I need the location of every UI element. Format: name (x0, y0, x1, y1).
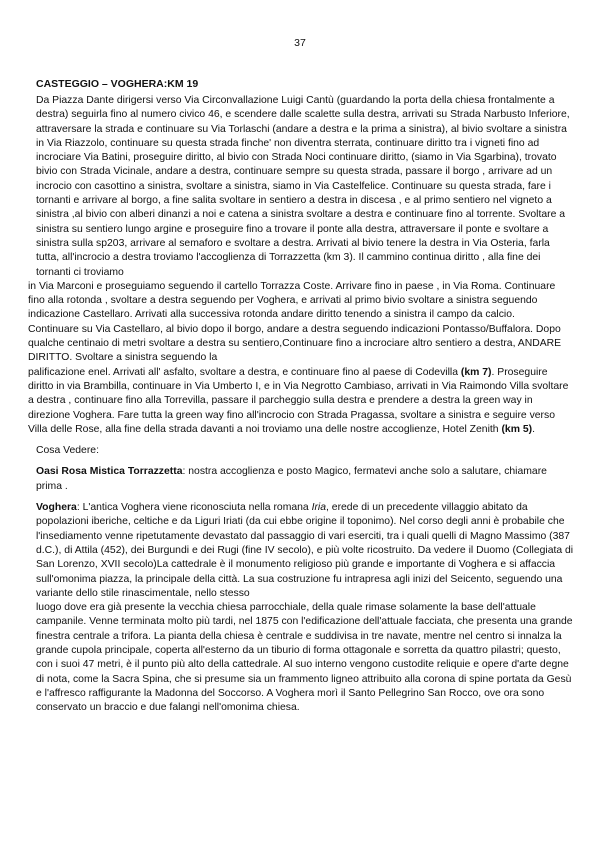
directions-paragraph-4 (28, 366, 574, 437)
km-codevilla-tail: . (491, 366, 495, 378)
km-zenith: (km 5) (501, 423, 533, 435)
km-codevilla: (km 7) (460, 366, 492, 378)
directions-paragraph-1 (36, 94, 574, 280)
voghera-name: Voghera (36, 502, 77, 514)
voghera-text-1: : L'antica Voghera viene riconosciuta nella romana (76, 502, 312, 514)
page-title: CASTEGGIO – VOGHERA:KM 19 (36, 78, 199, 90)
directions-text-2: in Via Marconi e proseguiamo seguendo il cartello Torrazza Coste. Arrivare fino in paese , in Via Roma. Continuare fino alla rotonda , svoltare a destra seguendo per Voghera, e arrivati al primo bivio svoltare a sinistra seguendo indicazione Castellaro. Arrivati alla successiva rotonda andare diritto tenendo a sinistra il campo da calcio. (28, 280, 556, 321)
voghera-text-3: luogo dove era già presente la vecchia chiesa parrocchiale, della quale rimase solamente la base dell'attuale campanile. Venne terminata molto più tardi, nel 1875 con l'edificazione dell'attuale facciata, che presenta una grande finestra centrale a trifora. La pianta della chiesa è centrale e suddivisa in tre navate, mentre nel centro si innalza la grande cupola principale, coperta all'esterno da un tiburio di forma ottagonale e sorretta da quattro pilastri; questo, con i suoi 47 metri, è il punto più alto della cattedrale. Al suo interno vengono custodite reliquie e opere d'arte degne di nota, come la Sacra Spina, che si presume sia un frammento ligneo attribuito alla corona di spine portata da Gesù e l'affresco raffigurante la Madonna del Soccorso. A Voghera morì il Santo Pellegrino San Rocco, ove ora sono conservato un braccio e due falangi nell'omonima chiesa. (36, 602, 573, 714)
oasi-paragraph (36, 465, 574, 494)
cosa-vedere-heading: Cosa Vedere: (36, 445, 99, 457)
directions-paragraph-3 (28, 323, 574, 366)
voghera-paragraph-2 (36, 601, 574, 715)
document-body (28, 94, 574, 715)
oasi-name: Oasi Rosa Mistica Torrazzetta (36, 466, 183, 478)
directions-text-1: Da Piazza Dante dirigersi verso Via Circonvallazione Luigi Cantù (guardando la porta della chiesa frontalmente a destra) seguirla fino al numero civico 46, e scendere dalle scalette sulla destra, arrivati su Strada Narbusto Inferiore, attraversare la strada e continuare su Via Torlaschi (andare a destra e la prima a sinistra), al bivio svoltare a sinistra in Via Riazzolo, continuare su questa strada finche' non diventra sterrata, continuare diritto tra i vigneti fino ad incrociare Via Batini, proseguire diritto, al bivio con Strada Noci continuare diritto, (siamo in Via Sgarbina), trovato bivio con Strada Vicinale, andare a destra, continuare sempre su questa strada, passare il borgo , arrivare ad un incrocio con casottino a sinistra, svoltare a sinistra, siamo in Via Castelfelice. Continuare su questa strada, fare i tornanti e arrivare al borgo, a fine salita svoltare in sentiero a destra in discesa , e al primo sentiero nel vigneto a sinistra ,al bivio con alberi dinanzi a noi e catena a sinistra svoltare a destra e continuare fino al torrente. Svoltare a sinistra su sentiero lungo argine e proseguire fino a trovare il ponte alla destra, attraversare il ponte e svoltare a sinistra sulla sp203, arrivare al semaforo e svoltare a destra. Arrivati al bivio tenere la destra in Via Osteria, farla tutta, all'incrocio a destra troviamo l'accoglienza di Torrazzetta (km 3). Il cammino continua diritto , alla fine dei tornanti ci troviamo (36, 95, 570, 278)
voghera-paragraph (36, 501, 574, 601)
km-zenith-tail: . (532, 423, 535, 435)
directions-paragraph-2 (28, 280, 574, 323)
voghera-text-2: , erede di un precedente villaggio abitato da popolazioni iberiche, celtiche e da Liguri Iriati (da cui ebbe origine il toponimo). Nel corso degli anni è probabile che l'insediamento venne ripetutamente devastato dal passaggio di vari eserciti, tra i quali quelli di Magno Massimo (387 d.C.), di Attila (452), dei Burgundi e dei Rugi (fine IV secolo), e più volte ricostruito. Da vedere il Duomo (Collegiata di San Lorenzo, XVII secolo)La cattedrale è il monumento religioso più grande e importante di Voghera e si affaccia sull'omonima piazza, la principale della città. La sua costruzione fu intrapresa agli inizi del Seicento, seguendo una variante dello stile rinascimentale, nello stesso (36, 502, 574, 599)
page-number: 37 (294, 37, 306, 49)
voghera-iria: Iria (311, 502, 327, 514)
directions-text-3: Continuare su Via Castellaro, al bivio dopo il borgo, andare a destra seguendo indicazioni Pontasso/Buffalora. Dopo qualche centinaio di metri svoltare a destra su sentiero,Continuare fino a incrociare altro sentiero a destra, ANDARE DIRITTO. Svoltare a sinistra seguendo la (28, 323, 562, 364)
directions-text-4: palificazione enel. Arrivati all' asfalto, svoltare a destra, e continuare fino al paese di Codevilla (28, 366, 461, 378)
directions-text-5: Proseguire diritto in via Brambilla, continuare in Via Umberto I, e in Via Negrotto Cambiaso, arrivati in Via Raimondo Villa svoltare a destra , continuare fino alla Torrevilla, passare il parcheggio sulla destra e prendere a destra la green way in direzione Voghera. Fare tutta la green way fino all'incrocio con Strada Pragassa, svoltare a sinistra e seguire verso Villa delle Rose, alla fine della strada davanti a noi troviamo una delle nostre accoglienze, Hotel Zenith (28, 366, 569, 435)
oasi-text: : nostra accoglienza e posto Magico, fermatevi anche solo a salutare, chiamare prima . (36, 466, 547, 492)
